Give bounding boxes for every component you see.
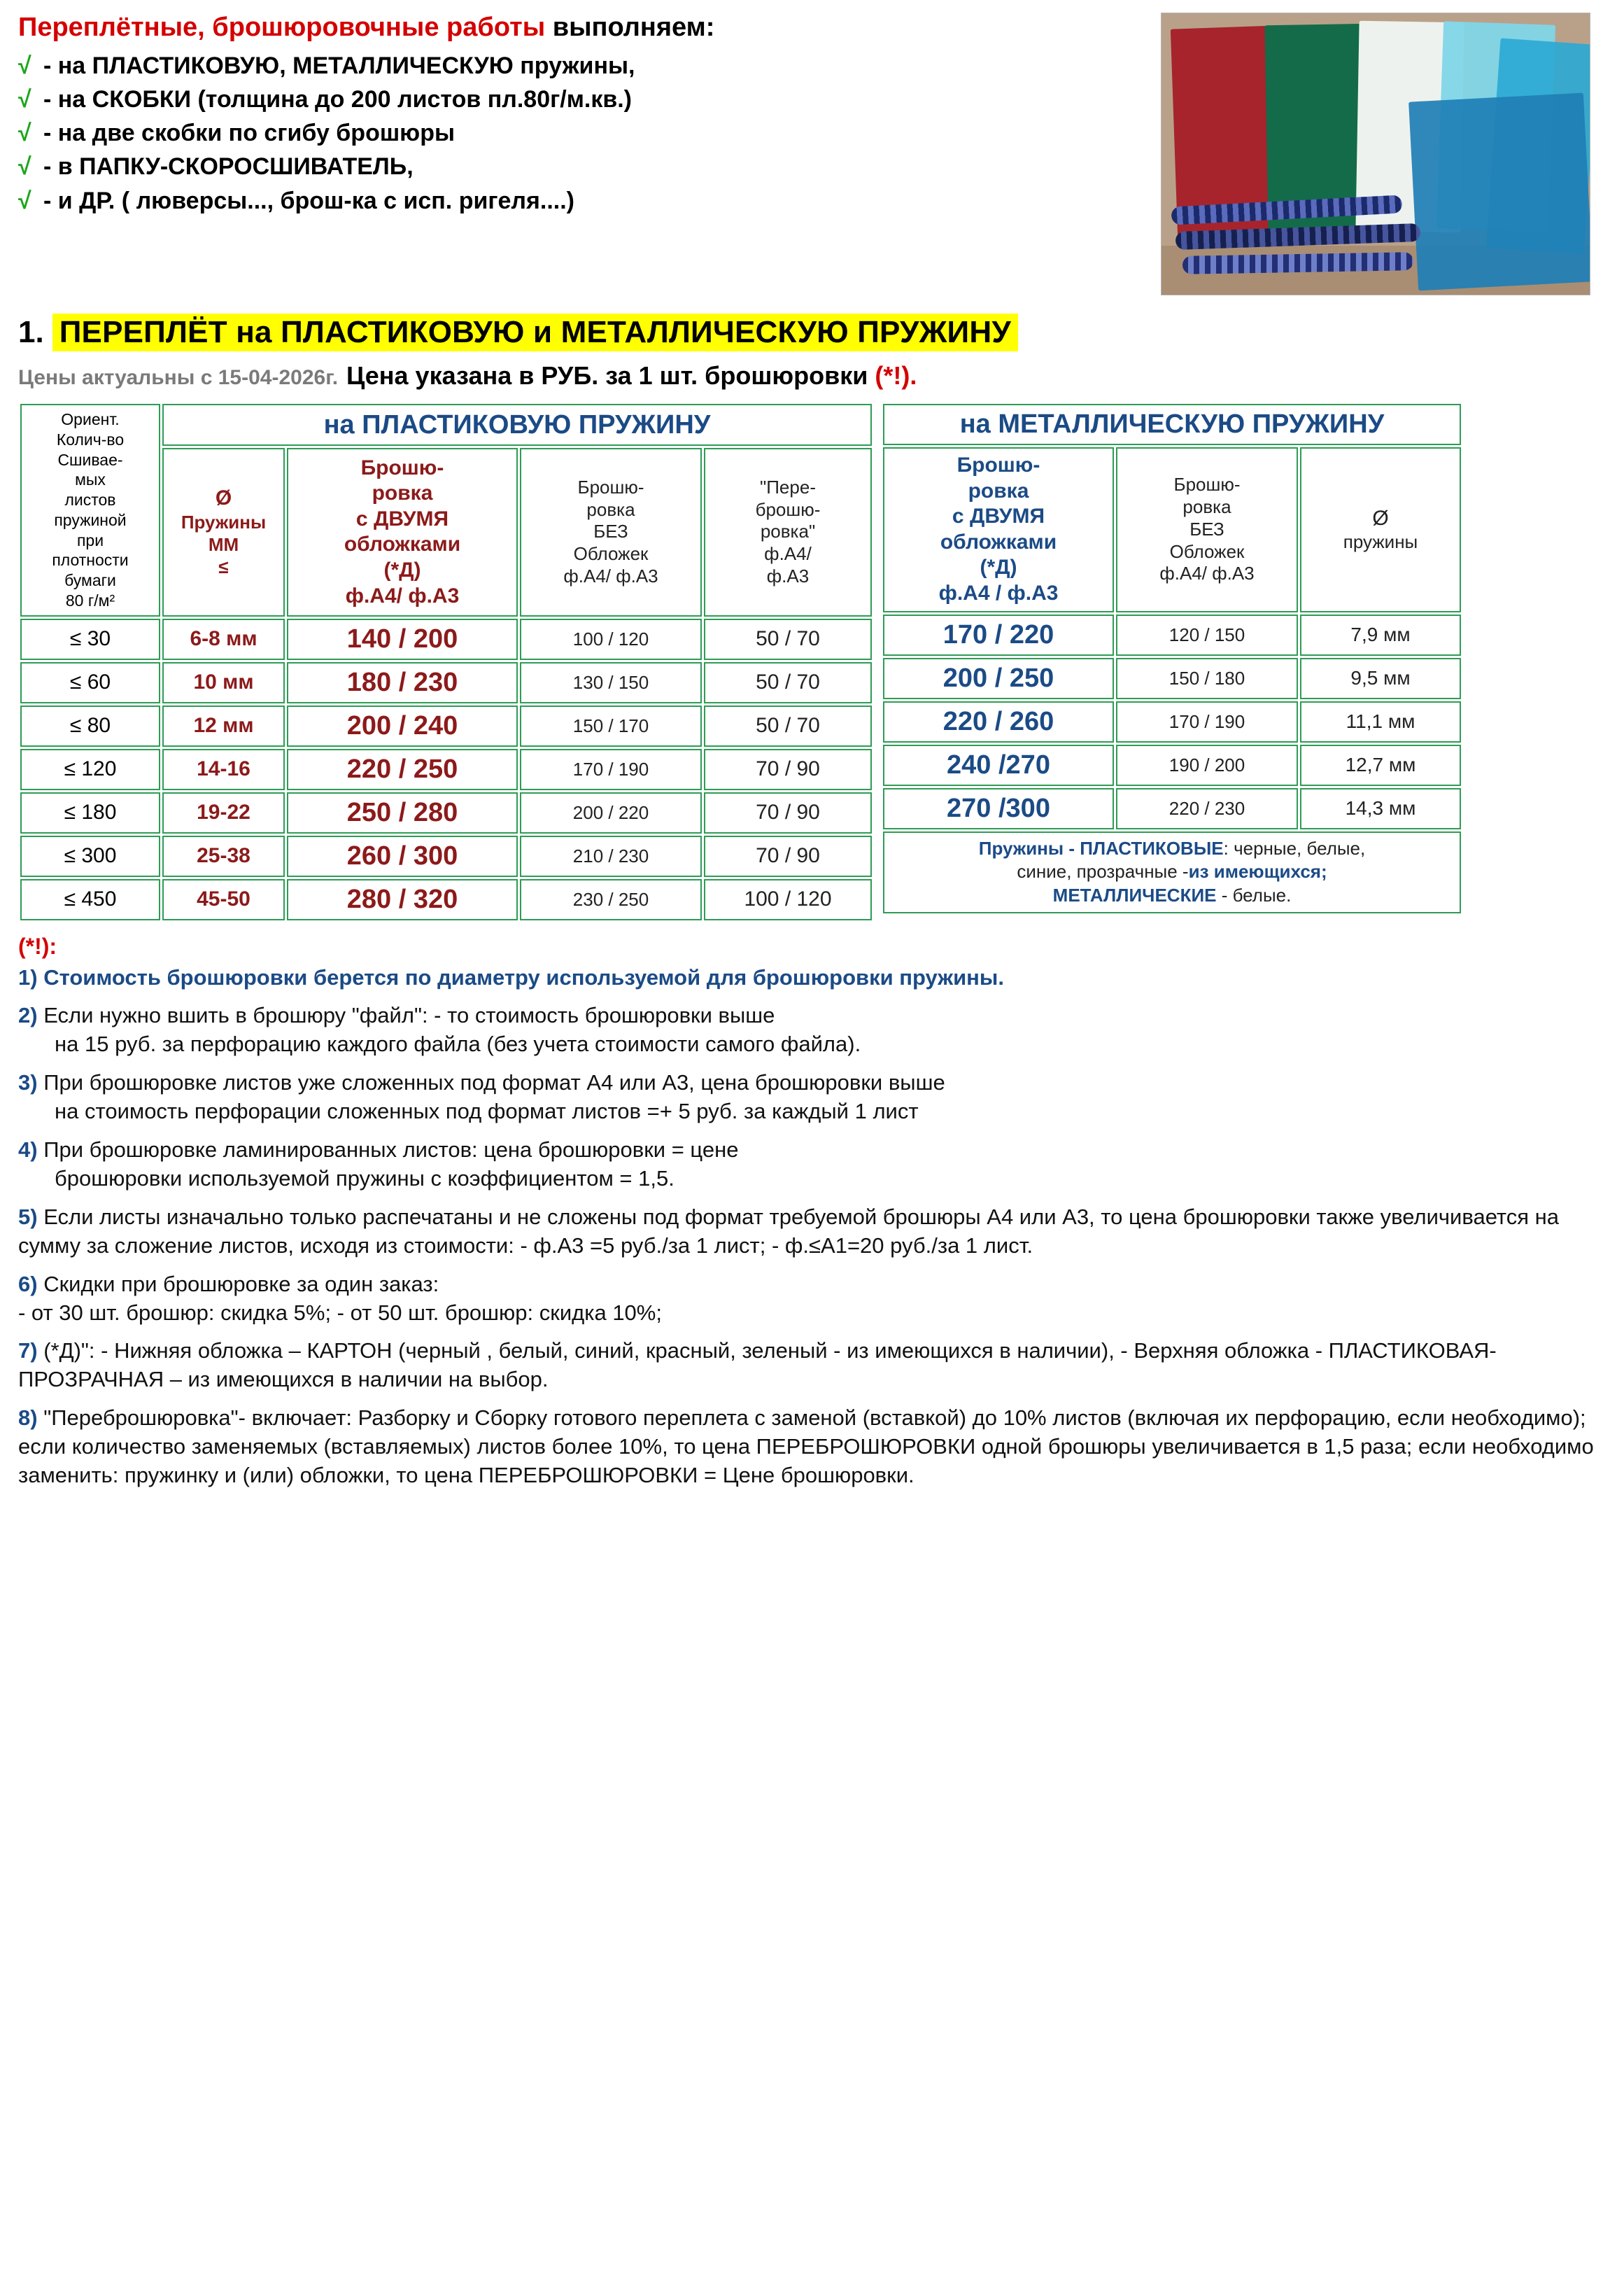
hdr-line: Брошю- xyxy=(360,456,444,479)
hdr-line: БЕЗ xyxy=(593,521,628,542)
note-number: 5) xyxy=(18,1204,38,1229)
hdr-line: Брошю- xyxy=(1173,474,1241,496)
hdr-line: ф.А4/ xyxy=(764,543,812,565)
note-text: При брошюровке листов уже сложенных под формат А4 или А3, цена брошюровки выше xyxy=(43,1070,945,1095)
hdr-line: (*Д) xyxy=(980,556,1017,580)
list-item-label: - на СКОБКИ (толщина до 200 листов пл.80г/м.кв.) xyxy=(43,85,633,113)
cell-rebinding: 100 / 120 xyxy=(704,879,872,920)
cell-spring-mm: 25-38 xyxy=(162,836,285,877)
check-icon: √ xyxy=(18,187,31,214)
list-item-label: - в ПАПКУ-СКОРОСШИВАТЕЛЬ, xyxy=(43,153,414,181)
cell-plastic-two-covers: 280 / 320 xyxy=(287,879,518,920)
cell-quantity: ≤ 300 xyxy=(20,836,160,877)
hdr-line: Пружины xyxy=(181,512,267,533)
note-bold: из имеющихся; xyxy=(1188,861,1327,883)
price-unit-note-star: (*!). xyxy=(875,361,917,390)
note-text: : черные, белые, xyxy=(1223,837,1366,859)
note-line xyxy=(887,884,1457,908)
price-table-wrapper xyxy=(18,402,1606,922)
cell-rebinding: 50 / 70 xyxy=(704,662,872,703)
list-item xyxy=(18,150,1161,183)
header xyxy=(18,13,1606,295)
section-number: 1. xyxy=(18,315,44,349)
cell-plastic-two-covers: 260 / 300 xyxy=(287,836,518,877)
qty-line: бумаги xyxy=(64,571,116,589)
note-text-2: на стоимость перфорации сложенных под формат листов =+ 5 руб. за каждый 1 лист xyxy=(55,1099,919,1124)
cell-spring-mm: 12 мм xyxy=(162,706,285,747)
list-item xyxy=(18,83,1161,116)
cell-spring-mm: 6-8 мм xyxy=(162,619,285,660)
cell-quantity: ≤ 450 xyxy=(20,879,160,920)
cell-plastic-two-covers: 180 / 230 xyxy=(287,662,518,703)
qty-line: пружиной xyxy=(54,510,127,529)
price-table-plastic xyxy=(18,402,874,922)
hdr-line: БЕЗ xyxy=(1189,518,1224,540)
cell-metal-two-covers: 240 /270 xyxy=(883,745,1114,786)
cell-metal-two-covers: 200 / 250 xyxy=(883,658,1114,699)
column-header-diameter-plastic xyxy=(162,448,285,616)
cell-metal-no-covers: 190 / 200 xyxy=(1116,745,1298,786)
note-text: (*Д)": - Нижняя обложка – КАРТОН (черный , белый, синий, красный, зеленый - из имеющихся в наличии), - Верхняя обложка - ПЛАСТИКОВАЯ-ПРОЗРАЧНАЯ – из имеющихся в наличии на выбор. xyxy=(18,1338,1497,1392)
hdr-line: Брошю- xyxy=(956,454,1040,477)
qty-line: Колич-во xyxy=(56,430,125,449)
note-line xyxy=(887,860,1457,884)
note-line xyxy=(887,837,1457,861)
note-7 xyxy=(18,1337,1606,1394)
qty-line: Ориент. xyxy=(61,410,120,428)
hdr-line: (*Д) xyxy=(383,558,421,582)
note-8 xyxy=(18,1404,1606,1490)
hdr-line: обложками xyxy=(940,530,1057,554)
qty-line: листов xyxy=(64,491,116,509)
cell-plastic-no-covers: 130 / 150 xyxy=(520,662,702,703)
list-item-label: - на две скобки по сгибу брошюры xyxy=(43,120,456,147)
hdr-line: ровка xyxy=(372,482,433,505)
hdr-line: ≤ xyxy=(218,556,229,577)
cell-metal-two-covers: 170 / 220 xyxy=(883,615,1114,656)
note-number: 1) xyxy=(18,964,38,990)
table-note-row xyxy=(883,831,1461,913)
note-4 xyxy=(18,1136,1606,1193)
note-6 xyxy=(18,1270,1606,1328)
springs-colors-note xyxy=(883,831,1461,913)
hdr-line: с ДВУМЯ xyxy=(355,507,449,531)
notes-section xyxy=(18,934,1606,1491)
hdr-line: брошю- xyxy=(755,498,821,520)
table-row xyxy=(20,879,872,920)
cell-quantity: ≤ 120 xyxy=(20,749,160,790)
cell-quantity: ≤ 180 xyxy=(20,792,160,834)
hdr-line: ММ xyxy=(208,533,239,555)
cell-plastic-two-covers: 220 / 250 xyxy=(287,749,518,790)
note-text: - белые. xyxy=(1216,885,1292,906)
note-text: Если нужно вшить в брошюру "файл": - то стоимость брошюровки выше xyxy=(43,1003,775,1028)
check-icon: √ xyxy=(18,153,31,181)
hdr-line: ровка" xyxy=(760,521,816,542)
note-number: 6) xyxy=(18,1271,38,1296)
column-header-rebinding xyxy=(704,448,872,616)
cell-plastic-two-covers: 250 / 280 xyxy=(287,792,518,834)
price-table-metal xyxy=(881,402,1463,915)
note-number: 4) xyxy=(18,1137,38,1163)
note-number: 2) xyxy=(18,1003,38,1028)
hdr-line: ровка xyxy=(1182,496,1231,518)
section-1-subtitle xyxy=(18,361,1606,391)
hdr-line: Обложек xyxy=(1169,540,1245,562)
cell-plastic-two-covers: 200 / 240 xyxy=(287,706,518,747)
cell-plastic-no-covers: 230 / 250 xyxy=(520,879,702,920)
cell-spring-mm: 19-22 xyxy=(162,792,285,834)
note-bold: МЕТАЛЛИЧЕСКИЕ xyxy=(1052,885,1217,906)
header-title xyxy=(18,13,1161,43)
cell-rebinding: 50 / 70 xyxy=(704,706,872,747)
cell-metal-no-covers: 170 / 190 xyxy=(1116,701,1298,743)
check-icon: √ xyxy=(18,85,31,113)
cell-plastic-no-covers: 150 / 170 xyxy=(520,706,702,747)
table-group-header-row xyxy=(20,404,872,446)
group-header-metal: на МЕТАЛЛИЧЕСКУЮ ПРУЖИНУ xyxy=(883,404,1461,445)
hdr-line: ф.А4 / ф.А3 xyxy=(938,581,1059,605)
cell-plastic-no-covers: 100 / 120 xyxy=(520,619,702,660)
cell-metal-diameter: 14,3 мм xyxy=(1300,788,1461,829)
list-item xyxy=(18,116,1161,150)
cell-metal-no-covers: 120 / 150 xyxy=(1116,615,1298,656)
table-row xyxy=(20,662,872,703)
hdr-line: с ДВУМЯ xyxy=(952,505,1045,528)
qty-line: мых xyxy=(75,470,106,489)
cell-metal-two-covers: 270 /300 xyxy=(883,788,1114,829)
check-icon: √ xyxy=(18,120,31,147)
table-row xyxy=(20,792,872,834)
note-text: При брошюровке ламинированных листов: цена брошюровки = цене xyxy=(43,1137,739,1163)
page-title: ПЕРЕПЛЁТ на ПЛАСТИКОВУЮ и МЕТАЛЛИЧЕСКУЮ ПРУЖИНУ xyxy=(52,314,1018,351)
table-row xyxy=(883,615,1461,656)
cell-metal-no-covers: 150 / 180 xyxy=(1116,658,1298,699)
price-unit-note: Цена указана в РУБ. за 1 шт. брошюровки xyxy=(346,361,868,390)
notes-star-label: (*!): xyxy=(18,933,57,959)
hdr-line: Ø xyxy=(1372,506,1389,530)
cell-spring-mm: 14-16 xyxy=(162,749,285,790)
hdr-line: обложками xyxy=(344,533,461,556)
list-item-label: - и ДР. ( люверсы..., брош-ка с исп. ригеля....) xyxy=(43,187,574,214)
section-1-heading xyxy=(18,314,1606,351)
hdr-line: Ø xyxy=(215,486,232,510)
cell-rebinding: 70 / 90 xyxy=(704,749,872,790)
prices-actual-from: Цены актуальны с 15-04-2026г. xyxy=(18,366,339,389)
note-5 xyxy=(18,1203,1606,1261)
note-number: 8) xyxy=(18,1405,38,1431)
cell-metal-two-covers: 220 / 260 xyxy=(883,701,1114,743)
note-text: Стоимость брошюровки берется по диаметру используемой для брошюровки пружины. xyxy=(43,964,1004,990)
qty-line: при xyxy=(76,531,104,549)
cell-rebinding: 70 / 90 xyxy=(704,792,872,834)
column-header-metal-two-covers xyxy=(883,447,1114,612)
cell-metal-diameter: 7,9 мм xyxy=(1300,615,1461,656)
cell-rebinding: 70 / 90 xyxy=(704,836,872,877)
table-row xyxy=(883,745,1461,786)
note-1 xyxy=(18,964,1606,992)
note-text-2: брошюровки используемой пружины с коэффициентом = 1,5. xyxy=(55,1165,675,1191)
cell-spring-mm: 10 мм xyxy=(162,662,285,703)
cell-plastic-two-covers: 140 / 200 xyxy=(287,619,518,660)
product-photo xyxy=(1161,13,1590,295)
table-row xyxy=(883,788,1461,829)
cell-plastic-no-covers: 200 / 220 xyxy=(520,792,702,834)
header-title-red: Переплётные, брошюровочные работы xyxy=(18,13,546,42)
note-number: 7) xyxy=(18,1338,38,1363)
hdr-line: пружины xyxy=(1343,531,1418,553)
hdr-line: Обложек xyxy=(573,543,649,565)
qty-line: плотности xyxy=(52,551,129,570)
header-title-black: выполняем: xyxy=(552,13,715,42)
note-text: Скидки при брошюровке за один заказ: xyxy=(43,1271,439,1296)
cell-rebinding: 50 / 70 xyxy=(704,619,872,660)
cell-quantity: ≤ 80 xyxy=(20,706,160,747)
note-text-2: - от 30 шт. брошюр: скидка 5%; - от 50 шт. брошюр: скидка 10%; xyxy=(18,1300,662,1325)
cell-plastic-no-covers: 170 / 190 xyxy=(520,749,702,790)
table-row xyxy=(883,701,1461,743)
note-text: Если листы изначально только распечатаны и не сложены под формат требуемой брошюры А4 или А3, то цена брошюровки также увеличивается на сумму за сложение листов, исходя из стоимости: - ф.А3 =5 руб./за 1 лист; - ф.≤А1=20 руб./за 1 лист. xyxy=(18,1204,1560,1258)
table-row xyxy=(883,658,1461,699)
header-text-block xyxy=(18,13,1161,218)
column-header-quantity xyxy=(20,404,160,617)
photo-cover-blue xyxy=(1408,93,1590,291)
hdr-line: ф.А4/ ф.А3 xyxy=(563,565,658,587)
qty-line: 80 г/м² xyxy=(65,591,115,610)
cell-spring-mm: 45-50 xyxy=(162,879,285,920)
table-row xyxy=(20,619,872,660)
table-group-header-row xyxy=(883,404,1461,445)
column-header-metal-diameter xyxy=(1300,447,1461,612)
table-row xyxy=(20,836,872,877)
column-header-metal-no-covers xyxy=(1116,447,1298,612)
list-item xyxy=(18,184,1161,218)
hdr-line: ровка xyxy=(586,498,635,520)
note-3 xyxy=(18,1069,1606,1126)
cell-metal-no-covers: 220 / 230 xyxy=(1116,788,1298,829)
services-list xyxy=(18,49,1161,218)
group-header-plastic: на ПЛАСТИКОВУЮ ПРУЖИНУ xyxy=(162,404,872,446)
hdr-line: ф.А4/ ф.А3 xyxy=(345,584,460,608)
cell-metal-diameter: 9,5 мм xyxy=(1300,658,1461,699)
cell-metal-diameter: 12,7 мм xyxy=(1300,745,1461,786)
column-header-plastic-no-covers xyxy=(520,448,702,616)
cell-quantity: ≤ 30 xyxy=(20,619,160,660)
note-text-2: на 15 руб. за перфорацию каждого файла (без учета стоимости самого файла). xyxy=(55,1032,861,1057)
hdr-line: ровка xyxy=(968,479,1029,503)
column-header-plastic-two-covers xyxy=(287,448,518,616)
hdr-line: ф.А4/ ф.А3 xyxy=(1159,563,1255,584)
check-icon: √ xyxy=(18,52,31,79)
list-item xyxy=(18,49,1161,83)
cell-metal-diameter: 11,1 мм xyxy=(1300,701,1461,743)
note-number: 3) xyxy=(18,1070,38,1095)
hdr-line: ф.А3 xyxy=(766,565,810,587)
hdr-line: Брошю- xyxy=(577,477,644,498)
note-bold: Пружины - ПЛАСТИКОВЫЕ xyxy=(978,837,1224,859)
table-row xyxy=(20,749,872,790)
list-item-label: - на ПЛАСТИКОВУЮ, МЕТАЛЛИЧЕСКУЮ пружины, xyxy=(43,52,635,79)
hdr-line: "Пере- xyxy=(760,477,816,498)
table-header-row xyxy=(883,447,1461,612)
note-text: синие, прозрачные - xyxy=(1017,861,1189,883)
cell-plastic-no-covers: 210 / 230 xyxy=(520,836,702,877)
note-text: "Переброшюровка"- включает: Разборку и Сборку готового переплета с заменой (вставкой) до 10% листов (включая их перфорацию, если необходимо); если количество заменяемых (вставляемых) листов более 10%, то цена ПЕРЕБРОШЮРОВКИ одной брошюры увеличивается в 1,5 раза; если необходимо заменить: пружинку и (или) обложки, то цена ПЕРЕБРОШЮРОВКИ = Цене брошюровки. xyxy=(18,1405,1594,1488)
cell-quantity: ≤ 60 xyxy=(20,662,160,703)
table-row xyxy=(20,706,872,747)
qty-line: Сшивае- xyxy=(57,450,123,469)
note-2 xyxy=(18,1002,1606,1059)
